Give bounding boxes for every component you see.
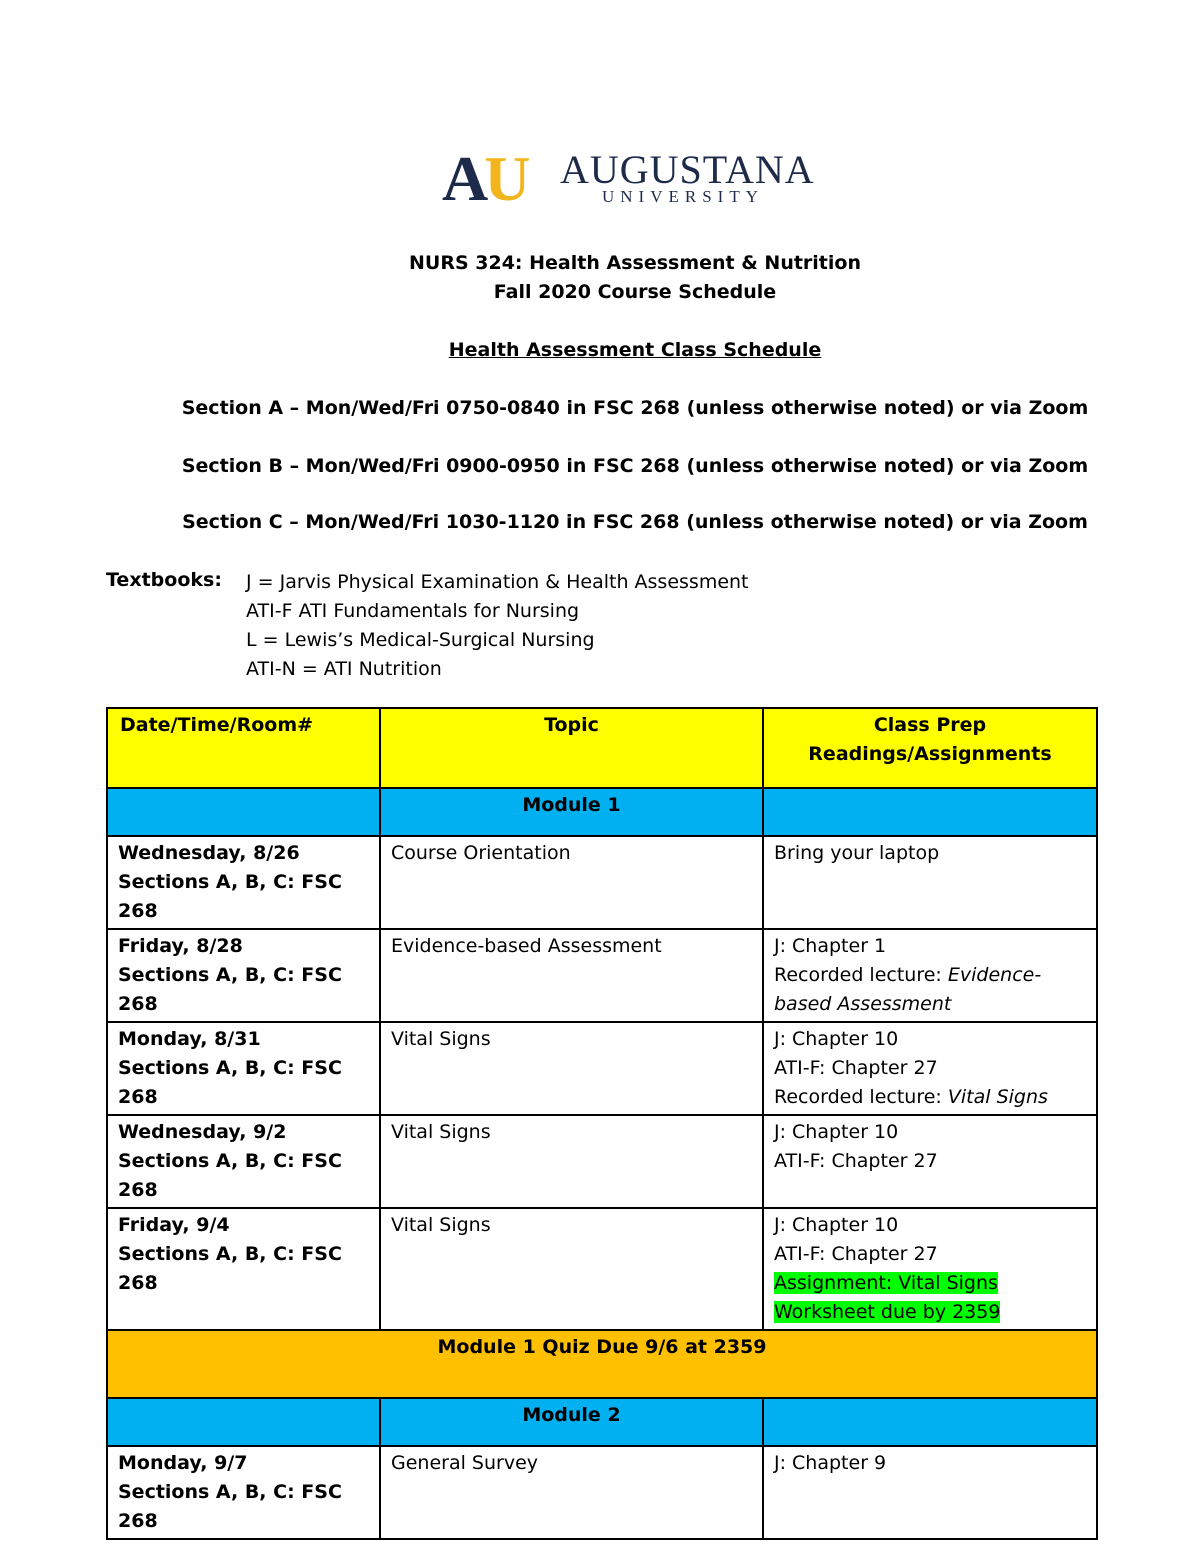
row-prep: J: Chapter 9 bbox=[763, 1446, 1097, 1539]
assignment-highlight: Assignment: Vital Signs bbox=[774, 1272, 998, 1294]
row-prep: J: Chapter 10 ATI-F: Chapter 27 Recorded lecture: Vital Signs bbox=[763, 1022, 1097, 1115]
table-header-row bbox=[107, 708, 1097, 788]
table-row bbox=[107, 836, 1097, 929]
row-topic: Course Orientation bbox=[380, 836, 763, 929]
table-row bbox=[107, 1115, 1097, 1208]
module-2-label: Module 2 bbox=[380, 1398, 763, 1446]
table-row bbox=[107, 1022, 1097, 1115]
row-topic: Vital Signs bbox=[380, 1115, 763, 1208]
table-row bbox=[107, 1208, 1097, 1330]
row-topic: General Survey bbox=[380, 1446, 763, 1539]
quiz-row bbox=[107, 1330, 1097, 1398]
textbooks-list bbox=[246, 568, 749, 684]
section-c-info: Section C – Mon/Wed/Fri 1030-1120 in FSC 268 (unless otherwise noted) or via Zoom bbox=[182, 511, 1088, 533]
textbook-item: ATI-N = ATI Nutrition bbox=[246, 658, 442, 680]
header-date: Date/Time/Room# bbox=[107, 708, 380, 788]
row-prep: J: Chapter 10 ATI-F: Chapter 27 Assignment: Vital Signs Worksheet due by 2359 bbox=[763, 1208, 1097, 1330]
section-a-info: Section A – Mon/Wed/Fri 0750-0840 in FSC 268 (unless otherwise noted) or via Zoom bbox=[181, 397, 1089, 419]
row-date: Monday, 8/31 Sections A, B, C: FSC 268 bbox=[107, 1022, 380, 1115]
table-row bbox=[107, 1446, 1097, 1539]
row-date: Friday, 8/28 Sections A, B, C: FSC 268 bbox=[107, 929, 380, 1022]
row-date: Friday, 9/4 Sections A, B, C: FSC 268 bbox=[107, 1208, 380, 1330]
header-topic: Topic bbox=[380, 708, 763, 788]
textbook-item: ATI-F ATI Fundamentals for Nursing bbox=[246, 600, 580, 622]
row-prep: J: Chapter 1 Recorded lecture: Evidence-based Assessment bbox=[763, 929, 1097, 1022]
module-1-label: Module 1 bbox=[380, 788, 763, 836]
term-title: Fall 2020 Course Schedule bbox=[493, 281, 777, 303]
row-topic: Vital Signs bbox=[380, 1022, 763, 1115]
row-prep: J: Chapter 10 ATI-F: Chapter 27 bbox=[763, 1115, 1097, 1208]
course-title: NURS 324: Health Assessment & Nutrition bbox=[409, 252, 861, 274]
row-date: Monday, 9/7 Sections A, B, C: FSC 268 bbox=[107, 1446, 380, 1539]
schedule-table bbox=[106, 707, 1098, 1540]
row-prep: Bring your laptop bbox=[763, 836, 1097, 929]
header-prep: Class Prep Readings/Assignments bbox=[763, 708, 1097, 788]
module-row bbox=[107, 1398, 1097, 1446]
row-topic: Vital Signs bbox=[380, 1208, 763, 1330]
textbooks-label: Textbooks: bbox=[106, 569, 222, 591]
table-row bbox=[107, 929, 1097, 1022]
row-topic: Evidence-based Assessment bbox=[380, 929, 763, 1022]
section-b-info: Section B – Mon/Wed/Fri 0900-0950 in FSC 268 (unless otherwise noted) or via Zoom bbox=[181, 455, 1089, 477]
textbook-item: J = Jarvis Physical Examination & Health Assessment bbox=[246, 571, 749, 593]
schedule-subtitle: Health Assessment Class Schedule bbox=[448, 339, 822, 361]
module-row bbox=[107, 788, 1097, 836]
textbook-item: L = Lewis’s Medical-Surgical Nursing bbox=[246, 629, 595, 651]
logo-name: AUGUSTANA bbox=[560, 147, 815, 192]
logo-mark: AU bbox=[442, 143, 527, 214]
university-logo bbox=[442, 143, 827, 214]
assignment-highlight: Worksheet due by 2359 bbox=[774, 1301, 1001, 1323]
row-date: Wednesday, 8/26 Sections A, B, C: FSC 268 bbox=[107, 836, 380, 929]
quiz-label: Module 1 Quiz Due 9/6 at 2359 bbox=[107, 1330, 1097, 1398]
row-date: Wednesday, 9/2 Sections A, B, C: FSC 268 bbox=[107, 1115, 380, 1208]
logo-sub: UNIVERSITY bbox=[602, 187, 764, 206]
